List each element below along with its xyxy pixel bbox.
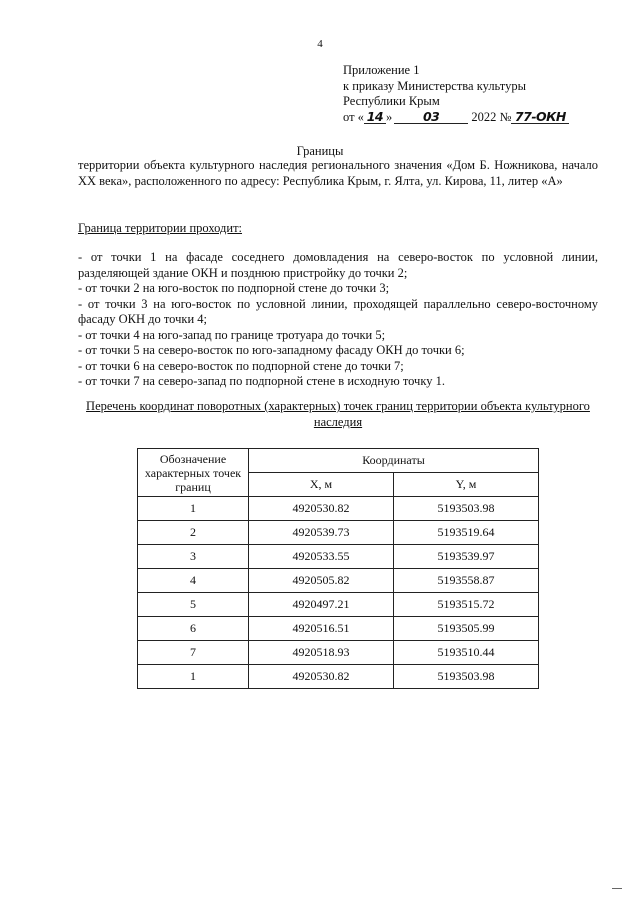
table-row bbox=[138, 665, 539, 689]
x-coordinate: 4920530.82 bbox=[249, 497, 394, 521]
list-heading-wrap bbox=[78, 399, 598, 430]
appendix-order-line: к приказу Министерства культуры bbox=[343, 78, 526, 93]
table-row bbox=[138, 545, 539, 569]
point-number: 4 bbox=[138, 569, 249, 593]
y-coordinate: 5193558.87 bbox=[394, 569, 539, 593]
coordinates-list-heading: Перечень координат поворотных (характерных) точек границ территории объекта культурного наследия bbox=[86, 399, 590, 429]
border-point-item: - от точки 5 на северо-восток по юго-западному фасаду ОКН до точки 6; bbox=[78, 343, 465, 357]
x-coordinate: 4920533.55 bbox=[249, 545, 394, 569]
border-point-item: - от точки 7 на северо-запад по подпорной стене в исходную точку 1. bbox=[78, 374, 445, 388]
y-coordinate: 5193503.98 bbox=[394, 497, 539, 521]
point-number: 3 bbox=[138, 545, 249, 569]
table-row bbox=[138, 521, 539, 545]
appendix-ministry-line: Республики Крым bbox=[343, 94, 440, 108]
header-coordinates: Координаты bbox=[249, 449, 539, 473]
appendix-date-line bbox=[343, 110, 569, 126]
corner-mark bbox=[612, 888, 622, 889]
table-row bbox=[138, 593, 539, 617]
x-coordinate: 4920539.73 bbox=[249, 521, 394, 545]
point-number: 7 bbox=[138, 641, 249, 665]
date-day: 14 bbox=[364, 110, 386, 124]
y-coordinate: 5193515.72 bbox=[394, 593, 539, 617]
border-point-item: - от точки 3 на юго-восток по условной линии, проходящей параллельно северо-восточному фасаду ОКН до точки 4; bbox=[78, 296, 598, 326]
object-description: территории объекта культурного наследия регионального значения «Дом Б. Ножникова, начало XX века», расположенного по адресу: Республика Крым, г. Ялта, ул. Кирова, 11, литер «А» bbox=[78, 158, 598, 188]
point-number: 2 bbox=[138, 521, 249, 545]
y-coordinate: 5193503.98 bbox=[394, 665, 539, 689]
header-designation: Обозначение характерных точек границ bbox=[138, 449, 249, 497]
border-point-item: - от точки 1 на фасаде соседнего домовладения на северо-восток по условной линии, разделяющей здание ОКН и позднюю пристройку до точки 2; bbox=[78, 250, 598, 280]
x-coordinate: 4920516.51 bbox=[249, 617, 394, 641]
point-number: 5 bbox=[138, 593, 249, 617]
date-month: 03 bbox=[394, 110, 468, 124]
header-y: Y, м bbox=[394, 473, 539, 497]
x-coordinate: 4920530.82 bbox=[249, 665, 394, 689]
border-point-item: - от точки 2 на юго-восток по подпорной стене до точки 3; bbox=[78, 281, 390, 295]
border-points-list bbox=[78, 250, 598, 390]
appendix-block bbox=[343, 63, 569, 125]
y-coordinate: 5193519.64 bbox=[394, 521, 539, 545]
page-number: 4 bbox=[317, 38, 323, 50]
point-number: 1 bbox=[138, 665, 249, 689]
table-row bbox=[138, 641, 539, 665]
table-row bbox=[138, 569, 539, 593]
border-point-item: - от точки 6 на северо-восток по подпорной стене до точки 7; bbox=[78, 358, 404, 373]
border-point-item: - от точки 4 на юго-запад по границе тротуара до точки 5; bbox=[78, 327, 386, 342]
point-number: 1 bbox=[138, 497, 249, 521]
table-row bbox=[138, 617, 539, 641]
table-row bbox=[138, 497, 539, 521]
border-heading-wrap bbox=[78, 221, 598, 237]
document-heading: Границы bbox=[296, 144, 344, 158]
y-coordinate: 5193539.97 bbox=[394, 545, 539, 569]
y-coordinate: 5193505.99 bbox=[394, 617, 539, 641]
date-mid: » bbox=[385, 109, 393, 124]
y-coordinate: 5193510.44 bbox=[394, 641, 539, 665]
date-prefix: от « bbox=[343, 109, 364, 124]
order-number: 77-ОКН bbox=[511, 110, 569, 124]
point-number: 6 bbox=[138, 617, 249, 641]
x-coordinate: 4920505.82 bbox=[249, 569, 394, 593]
border-heading: Граница территории проходит: bbox=[78, 221, 243, 235]
coordinates-table bbox=[137, 448, 539, 689]
x-coordinate: 4920518.93 bbox=[249, 641, 394, 665]
header-x: X, м bbox=[249, 473, 394, 497]
date-year: 2022 № bbox=[471, 109, 512, 124]
appendix-title: Приложение 1 bbox=[343, 63, 420, 77]
x-coordinate: 4920497.21 bbox=[249, 593, 394, 617]
